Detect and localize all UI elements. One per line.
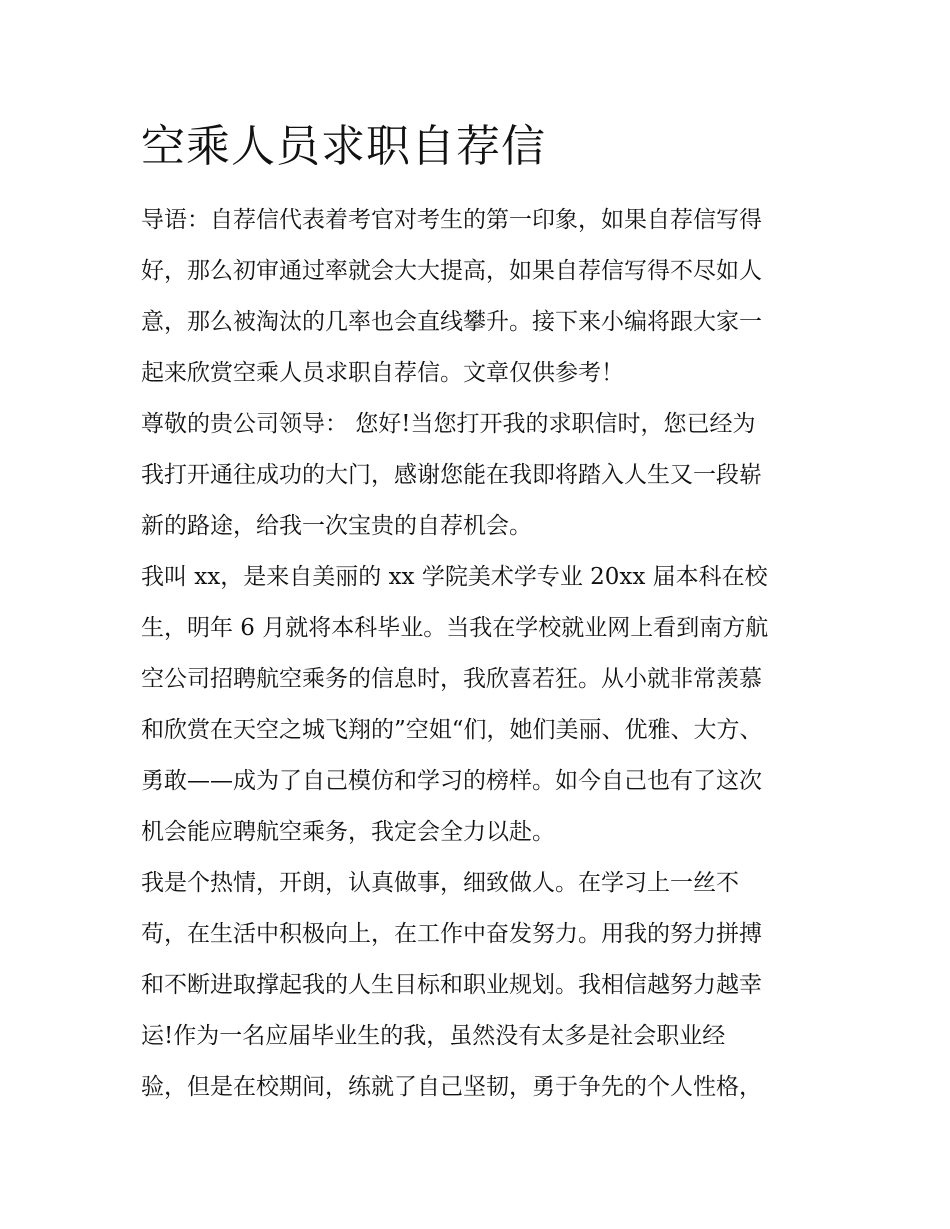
body-line: 和欣赏在天空之城飞翔的”空姐“们，她们美丽、优雅、大方、 xyxy=(141,717,763,743)
body-line: 意，那么被淘汰的几率也会直线攀升。接下来小编将跟大家一 xyxy=(141,309,762,335)
body-line: 尊敬的贵公司领导： 您好!当您打开我的求职信时，您已经为 xyxy=(141,411,756,437)
body-line: 新的路途，给我一次宝贵的自荐机会。 xyxy=(141,513,532,539)
body-line: 生，明年 6 月就将本科毕业。当我在学校就业网上看到南方航 xyxy=(141,615,769,641)
document-title: 空乘人员求职自荐信 xyxy=(141,121,546,172)
body-line: 空公司招聘航空乘务的信息时，我欣喜若狂。从小就非常羡慕 xyxy=(141,666,762,692)
body-line: 苟，在生活中积极向上，在工作中奋发努力。用我的努力拼搏 xyxy=(141,921,762,947)
body-line: 勇敢——成为了自己模仿和学习的榜样。如今自己也有了这次 xyxy=(141,768,762,794)
body-line: 运!作为一名应届毕业生的我，虽然没有太多是社会职业经 xyxy=(141,1023,726,1049)
body-line: 起来欣赏空乘人员求职自荐信。文章仅供参考！ xyxy=(141,360,624,386)
body-line: 好，那么初审通过率就会大大提高，如果自荐信写得不尽如人 xyxy=(141,258,762,284)
body-line: 导语：自荐信代表着考官对考生的第一印象，如果自荐信写得 xyxy=(141,207,762,233)
body-line: 机会能应聘航空乘务，我定会全力以赴。 xyxy=(141,819,555,845)
body-line: 验，但是在校期间，练就了自己坚韧，勇于争先的个人性格， xyxy=(141,1074,762,1100)
body-line: 我打开通往成功的大门，感谢您能在我即将踏入人生又一段崭 xyxy=(141,462,762,488)
body-line: 我叫 xx，是来自美丽的 xx 学院美术学专业 20xx 届本科在校 xyxy=(141,564,768,590)
body-line: 和不断进取撑起我的人生目标和职业规划。我相信越努力越幸 xyxy=(141,972,762,998)
body-line: 我是个热情，开朗，认真做事，细致做人。在学习上一丝不 xyxy=(141,870,739,896)
